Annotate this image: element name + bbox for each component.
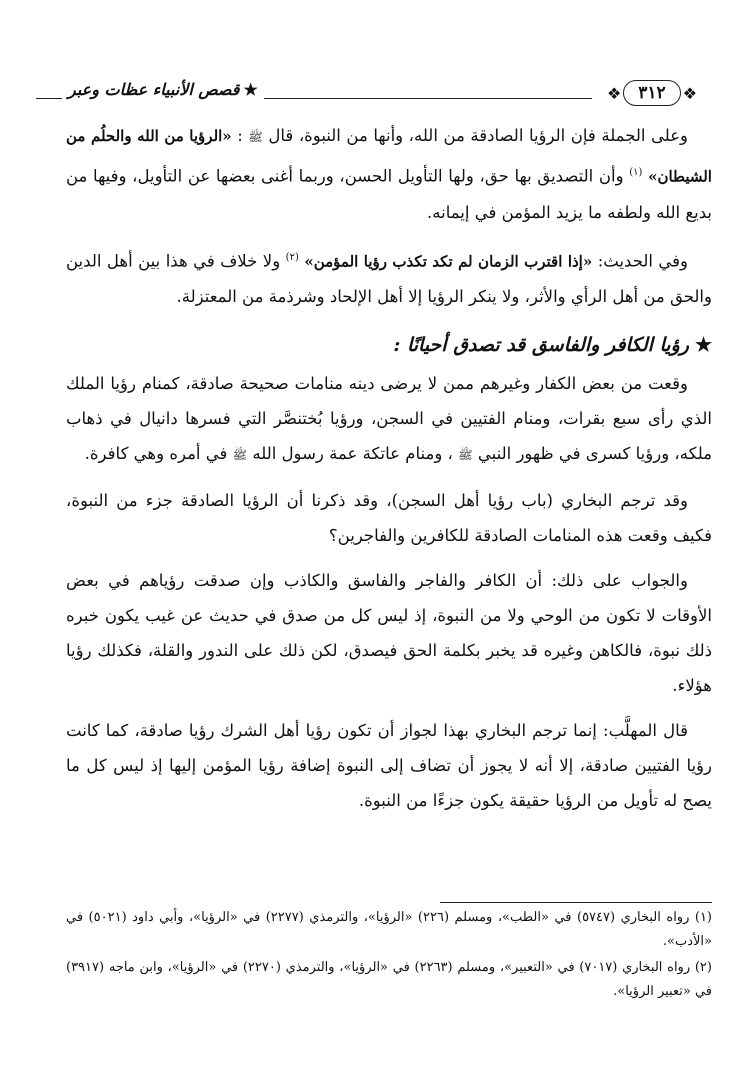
- text-run: وقعت من بعض الكفار وغيرهم ممن لا يرضى دينه منامات صحيحة صادقة، كمنام رؤيا الملك الذي رأى سبع بقرات، ومنام الفتيين في السجن، ورؤيا بُختنصَّر التي فسرها دانيال في ذهاب ملكه، ورؤيا كسرى في ظهور النبي: [66, 374, 712, 463]
- book-title: [62, 80, 264, 99]
- footnote-ref: (٢): [285, 251, 299, 263]
- page-header: [32, 72, 722, 112]
- text-run: في أمره وهي كافرة.: [84, 444, 228, 463]
- salutation-glyph: ﷺ: [458, 448, 473, 462]
- text-run: :: [237, 126, 243, 145]
- paragraph: وقد ترجم البخاري (باب رؤيا أهل السجن)، وقد ذكرنا أن الرؤيا الصادقة جزء من النبوة، فكيف وقعت هذه المنامات الصادقة للكافرين والفاجرين؟: [66, 491, 712, 545]
- salutation-glyph: ﷺ: [248, 130, 263, 144]
- paragraph: قال المهلَّب: إنما ترجم البخاري بهذا لجواز أن تكون رؤيا أهل الشرك رؤيا صادقة، كما كانت رؤيا الفتيين صادقة، إلا أنه لا يجوز أن تضاف إلى النبوة إضافة رؤيا المؤمن إليها إذ ليس كل ما يصح له تأويل من الرؤيا حقيقة يكون جزءًا من النبوة.: [66, 721, 712, 810]
- footnote: (٢) رواه البخاري (٧٠١٧) في «التعبير»، ومسلم (٢٢٦٣) في «الرؤيا»، والترمذي (٢٢٧٠) في «الرؤيا»، وابن ماجه (٣٩١٧) في «تعبير الرؤيا».: [66, 960, 712, 999]
- footnote-divider: [440, 902, 712, 903]
- text-run: ولا خلاف في هذا بين أهل الدين والحق من أهل الرأي والأثر، ولا ينكر الرؤيا إلا أهل الإلحاد وشرذمة من المعتزلة.: [66, 251, 712, 306]
- text-run: ، ومنام عاتكة عمة رسول الله: [252, 444, 453, 463]
- text-run: وعلى الجملة فإن الرؤيا الصادقة من الله، وأنها من النبوة، قال: [268, 126, 689, 145]
- text-run: وفي الحديث:: [597, 251, 689, 270]
- hadith-quote: «الرؤيا من الله والحلُم من الشيطان»: [66, 127, 712, 186]
- section-heading: [66, 328, 712, 362]
- footnotes: [66, 906, 712, 1006]
- section-heading-text: رؤيا الكافر والفاسق قد تصدق أحيانًا :: [393, 334, 689, 356]
- text-run: وأن التصديق بها حق، ولها التأويل الحسن، وربما أغنى بعضها عن التأويل، وفيها من بديع الله ولطفه ما يزيد المؤمن في إيمانه.: [66, 166, 712, 222]
- paragraph: [66, 366, 712, 473]
- ornament-icon: ❖: [606, 83, 622, 103]
- ornament-icon: ❖: [682, 83, 698, 103]
- page-number: ٣١٢: [623, 80, 680, 106]
- footnote: (١) رواه البخاري (٥٧٤٧) في «الطب»، ومسلم (٢٢٦) «الرؤيا»، والترمذي (٢٢٧٧) في «الرؤيا»، وأبي داود (٥٠٢١) في «الأدب».: [66, 910, 712, 949]
- paragraph: [66, 240, 712, 315]
- salutation-glyph: ﷺ: [232, 448, 248, 462]
- main-text: [66, 118, 712, 828]
- footnote-ref: (١): [629, 167, 643, 178]
- star-icon: ★: [694, 334, 712, 356]
- paragraph: [66, 118, 712, 230]
- hadith-quote: «إذا اقترب الزمان لم تكد تكذب رؤيا المؤمن»: [304, 252, 593, 270]
- paragraph: والجواب على ذلك: أن الكافر والفاجر والفاسق والكاذب وإن صدقت رؤياهم في بعض الأوقات لا تكون من الوحي ولا من النبوة، إذ ليس كل من صدق في حديث عن غيب يكون خبره ذلك نبوة، فالكاهن وغيره قد يخبر بكلمة الحق فيصدق، لكن ذلك على الندور والقلة، فكذلك رؤيا هؤلاء.: [66, 571, 712, 695]
- page-number-box: [592, 78, 712, 108]
- book-title-text: قصص الأنبياء عظات وعبر: [68, 80, 240, 99]
- star-icon: ★: [243, 80, 258, 99]
